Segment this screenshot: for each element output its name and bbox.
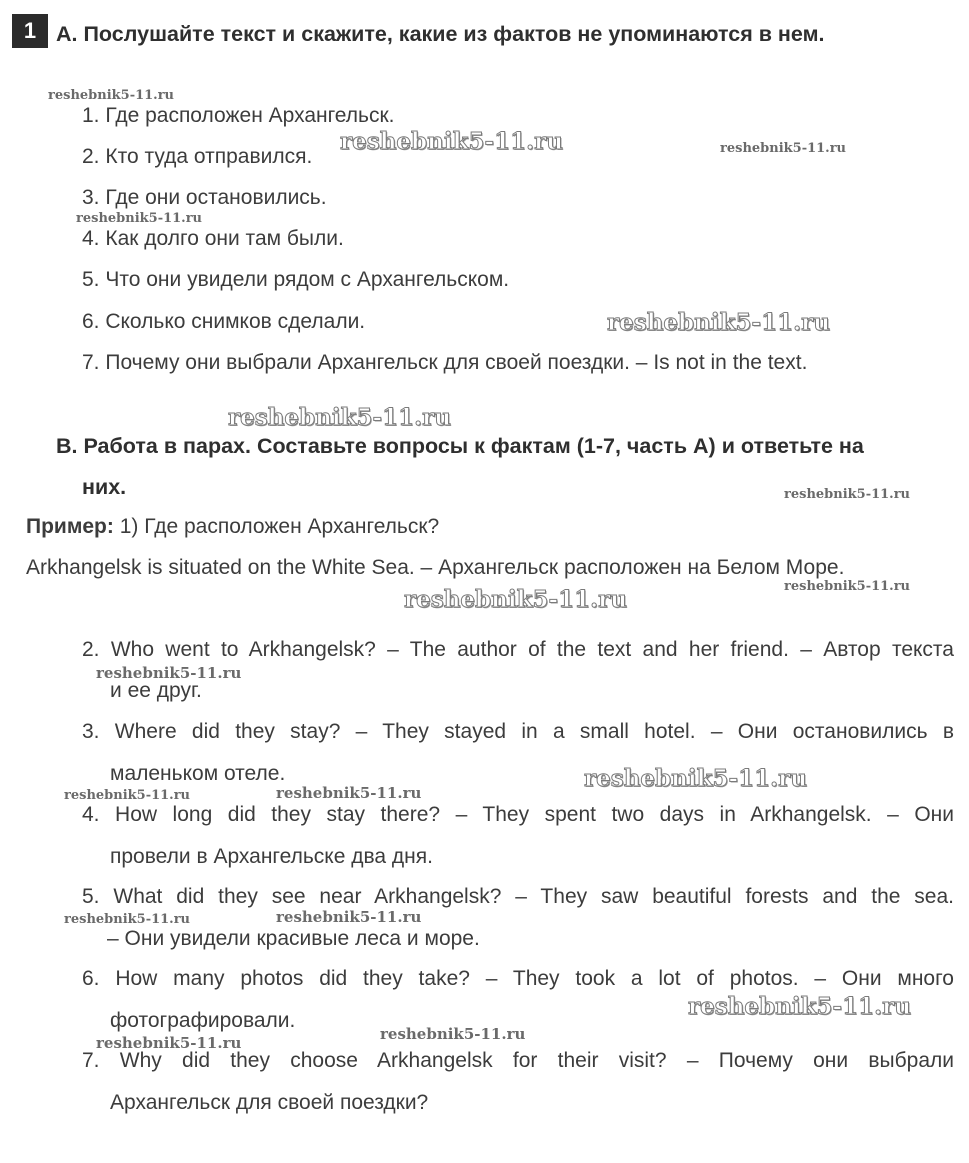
watermark: reshebnik5-11.ru: [584, 765, 807, 792]
exercise-number-badge: 1: [12, 14, 48, 48]
watermark: reshebnik5-11.ru: [380, 1025, 526, 1043]
answer-3-line1: 3. Where did they stay? – They stayed in a small hotel. – Они остановились в: [82, 720, 954, 743]
watermark: reshebnik5-11.ru: [340, 128, 563, 155]
answer-4-line2: провели в Архангельске два дня.: [110, 845, 433, 868]
watermark: reshebnik5-11.ru: [96, 1034, 242, 1052]
part-a-item-2: 2. Кто туда отправился.: [82, 145, 313, 168]
part-a-item-7: 7. Почему они выбрали Архангельск для своей поездки. – Is not in the text.: [82, 351, 808, 374]
watermark: reshebnik5-11.ru: [228, 404, 451, 431]
answer-2-line1: 2. Who went to Arkhangelsk? – The author of the text and her friend. – Автор текста: [82, 638, 954, 661]
watermark: reshebnik5-11.ru: [48, 88, 175, 103]
watermark: reshebnik5-11.ru: [720, 141, 847, 156]
watermark: reshebnik5-11.ru: [784, 487, 911, 502]
part-b-heading-continued: них.: [82, 475, 127, 499]
part-a-heading: A. Послушайте текст и скажите, какие из фактов не упоминаются в нем.: [56, 22, 825, 46]
answer-3-line2: маленьком отеле.: [110, 762, 286, 785]
part-a-item-6: 6. Сколько снимков сделали.: [82, 310, 366, 333]
part-a-item-4: 4. Как долго они там были.: [82, 227, 344, 250]
example-label: Пример:: [26, 515, 114, 538]
answer-4-line1: 4. How long did they stay there? – They spent two days in Arkhangelsk. – Они: [82, 803, 954, 826]
answer-6-line2: фотографировали.: [110, 1009, 296, 1032]
watermark: reshebnik5-11.ru: [276, 784, 422, 802]
answer-2-line2: и ее друг.: [110, 679, 202, 702]
watermark: reshebnik5-11.ru: [276, 908, 422, 926]
example-line: [26, 515, 439, 539]
watermark: reshebnik5-11.ru: [784, 579, 911, 594]
watermark: reshebnik5-11.ru: [688, 993, 911, 1020]
part-b-heading: B. Работа в парах. Составьте вопросы к фактам (1-7, часть А) и ответьте на: [56, 434, 864, 458]
answer-5-line2: – Они увидели красивые леса и море.: [107, 927, 480, 950]
watermark: reshebnik5-11.ru: [96, 664, 242, 682]
part-a-item-5: 5. Что они увидели рядом с Архангельском.: [82, 268, 510, 291]
part-a-item-1: 1. Где расположен Архангельск.: [82, 104, 395, 127]
watermark: reshebnik5-11.ru: [64, 912, 191, 927]
watermark: reshebnik5-11.ru: [607, 309, 830, 336]
answer-7-line1: 7. Why did they choose Arkhangelsk for their visit? – Почему они выбрали: [82, 1049, 954, 1072]
watermark: reshebnik5-11.ru: [76, 211, 203, 226]
answer-6-line1: 6. How many photos did they take? – They took a lot of photos. – Они много: [82, 967, 954, 990]
watermark: reshebnik5-11.ru: [64, 788, 191, 803]
answer-5-line1: 5. What did they see near Arkhangelsk? – They saw beautiful forests and the sea.: [82, 885, 954, 908]
part-a-item-3: 3. Где они остановились.: [82, 186, 327, 209]
example-answer: Arkhangelsk is situated on the White Sea. – Архангельск расположен на Белом Море.: [26, 556, 845, 579]
watermark: reshebnik5-11.ru: [404, 586, 627, 613]
example-question: 1) Где расположен Архангельск?: [119, 515, 440, 538]
answer-7-line2: Архангельск для своей поездки?: [110, 1091, 429, 1114]
